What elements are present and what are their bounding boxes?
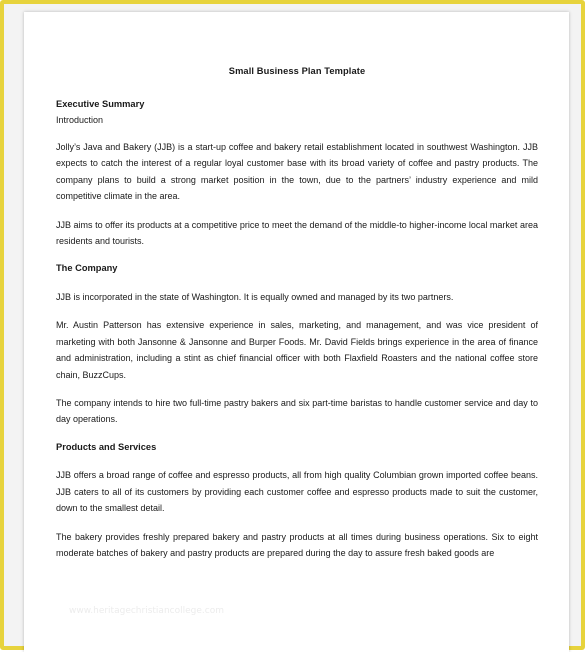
section-heading: The Company — [56, 263, 118, 274]
section-products-and-services — [56, 440, 538, 562]
paragraph: JJB aims to offer its products at a competitive price to meet the demand of the middle-to higher-income local market area residents and tourists. — [56, 219, 538, 247]
paragraph: The company intends to hire two full-time pastry bakers and six part-time baristas to handle customer service and day to day operations. — [56, 397, 538, 425]
paragraph: Mr. Austin Patterson has extensive experience in sales, marketing, and management, and was vice president of marketing with both Jansonne & Jansonne and Burper Foods. Mr. David Fields brings experience in the area of finance and administration, including a stint as chief financial officer with both Flaxfield Roasters and the national coffee store chain, BuzzCups. — [56, 320, 538, 380]
watermark: www.heritagechristiancollege.com — [69, 606, 224, 616]
paragraph: Jolly’s Java and Bakery (JJB) is a start-up coffee and bakery retail establishment located in southwest Washington. JJB expects to catch the interest of a regular loyal customer base with its broad variety of coffee and pastry products. The company plans to build a strong market position in the town, due to the partners’ industry experience and mild competitive climate in the area. — [56, 142, 538, 202]
document-title: Small Business Plan Template — [228, 66, 366, 76]
paragraph: JJB offers a broad range of coffee and espresso products, all from high quality Columbian grown imported coffee beans. JJB caters to all of its customers by providing each customer coffee and espresso products made to suit the customer, down to the smallest detail. — [56, 470, 538, 514]
section-the-company — [56, 261, 538, 427]
document-page — [24, 12, 569, 652]
paragraph: The bakery provides freshly prepared bakery and pastry products at all times during business operations. Six to eight moderate batches of bakery and pastry products are prepared during the day to assure fresh baked goods are — [56, 531, 538, 558]
section-heading: Products and Services — [56, 441, 157, 452]
section-executive-summary — [56, 97, 538, 249]
section-subheading: Introduction — [56, 114, 104, 125]
paragraph: JJB is incorporated in the state of Washington. It is equally owned and managed by its two partners. — [56, 291, 454, 302]
document-content — [56, 66, 538, 573]
section-heading: Executive Summary — [56, 99, 145, 109]
